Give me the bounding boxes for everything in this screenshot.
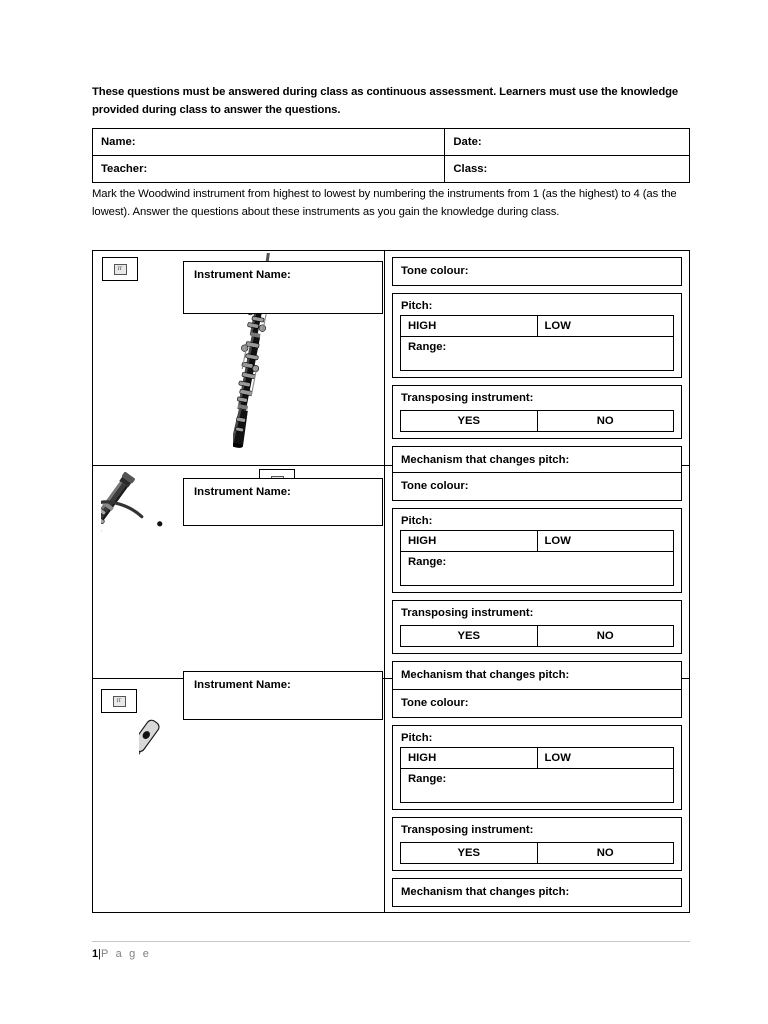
transposing-box-1: [392, 385, 682, 439]
instrument-image-cell: [93, 251, 385, 465]
transposing-no-cell[interactable]: NO: [537, 843, 674, 864]
tone-colour-box-3[interactable]: [392, 689, 682, 718]
pitch-low-cell[interactable]: LOW: [537, 748, 674, 769]
table-row: [401, 626, 674, 647]
instrument-name-label: Instrument Name:: [194, 269, 291, 281]
instrument-name-box-2[interactable]: [183, 478, 383, 526]
intro-paragraph: These questions must be answered during class as continuous assessment. Learners must use the knowledge provided during class to answer the questions.: [92, 86, 679, 116]
instrument-name-label: Instrument Name:: [194, 486, 291, 498]
instrument-name-box-1[interactable]: [183, 261, 383, 314]
name-label[interactable]: Name:: [93, 129, 445, 156]
instrument-form-cell: [385, 466, 689, 681]
instrument-form-cell: [385, 679, 689, 912]
transposing-yes-cell[interactable]: YES: [401, 843, 538, 864]
mechanism-box-3[interactable]: [392, 878, 682, 907]
transposing-box-3: [392, 817, 682, 871]
tone-colour-label: Tone colour:: [401, 265, 469, 277]
transposing-label: Transposing instrument:: [401, 392, 534, 404]
table-row: [401, 411, 674, 432]
broken-image-placeholder-icon: [101, 689, 137, 713]
instrument-section-oboe: [93, 251, 689, 466]
range-cell[interactable]: Range:: [401, 769, 674, 803]
mechanism-label: Mechanism that changes pitch:: [401, 669, 570, 681]
instructions-paragraph: Mark the Woodwind instrument from highest to lowest by numbering the instruments from 1 (as the highest) to 4 (as the lowest). Answer the questions about these instruments as you gain the knowledge during class.: [92, 188, 677, 219]
transposing-no-cell[interactable]: NO: [537, 411, 674, 432]
table-row: [401, 316, 674, 337]
pitch-low-cell[interactable]: LOW: [537, 316, 674, 337]
pitch-box-3: [392, 725, 682, 810]
pitch-box-1: [392, 293, 682, 378]
transposing-no-cell[interactable]: NO: [537, 626, 674, 647]
class-label[interactable]: Class:: [445, 156, 690, 183]
instrument-name-box-3[interactable]: [183, 671, 383, 720]
range-cell[interactable]: Range:: [401, 337, 674, 371]
pitch-high-cell[interactable]: HIGH: [401, 316, 538, 337]
instrument-name-label: Instrument Name:: [194, 679, 291, 691]
footer-page-word: P a g e: [100, 948, 152, 960]
tone-colour-label: Tone colour:: [401, 480, 469, 492]
instrument-image-cell: [93, 466, 385, 678]
transposing-options-table: [400, 625, 674, 647]
transposing-options-table: [400, 410, 674, 432]
transposing-yes-cell[interactable]: YES: [401, 626, 538, 647]
date-label[interactable]: Date:: [445, 129, 690, 156]
mechanism-label: Mechanism that changes pitch:: [401, 886, 570, 898]
tone-colour-box-2[interactable]: [392, 472, 682, 501]
tone-colour-box-1[interactable]: [392, 257, 682, 286]
footer-separator: |: [98, 948, 101, 960]
student-info-table: [92, 128, 690, 183]
pitch-options-table: [400, 315, 674, 371]
transposing-label: Transposing instrument:: [401, 607, 534, 619]
transposing-label: Transposing instrument:: [401, 824, 534, 836]
instrument-form-cell: [385, 251, 689, 465]
table-row: [401, 552, 674, 586]
broken-image-placeholder-icon: [102, 257, 138, 281]
footer: [92, 948, 151, 960]
transposing-yes-cell[interactable]: YES: [401, 411, 538, 432]
flute-illustration: [139, 717, 399, 907]
pitch-high-cell[interactable]: HIGH: [401, 531, 538, 552]
table-row: [401, 531, 674, 552]
range-cell[interactable]: Range:: [401, 552, 674, 586]
placeholder-glyph: IT: [114, 264, 127, 275]
pitch-label: Pitch:: [401, 515, 433, 527]
instrument-worksheet-grid: [92, 250, 690, 913]
mechanism-label: Mechanism that changes pitch:: [401, 454, 570, 466]
instrument-image-cell: [93, 679, 385, 912]
pitch-options-table: [400, 530, 674, 586]
table-row: [401, 748, 674, 769]
pitch-box-2: [392, 508, 682, 593]
pitch-label: Pitch:: [401, 732, 433, 744]
instrument-section-bassoon: [93, 466, 689, 679]
transposing-box-2: [392, 600, 682, 654]
table-row: [401, 769, 674, 803]
teacher-label[interactable]: Teacher:: [93, 156, 445, 183]
tone-colour-label: Tone colour:: [401, 697, 469, 709]
pitch-options-table: [400, 747, 674, 803]
table-row: [401, 843, 674, 864]
instrument-section-flute: [93, 679, 689, 912]
table-row: [93, 156, 690, 183]
pitch-high-cell[interactable]: HIGH: [401, 748, 538, 769]
footer-page-number: 1: [92, 948, 99, 960]
placeholder-glyph: IT: [113, 696, 126, 707]
pitch-label: Pitch:: [401, 300, 433, 312]
table-row: [93, 129, 690, 156]
transposing-options-table: [400, 842, 674, 864]
table-row: [401, 337, 674, 371]
footer-divider: [92, 941, 690, 942]
pitch-low-cell[interactable]: LOW: [537, 531, 674, 552]
